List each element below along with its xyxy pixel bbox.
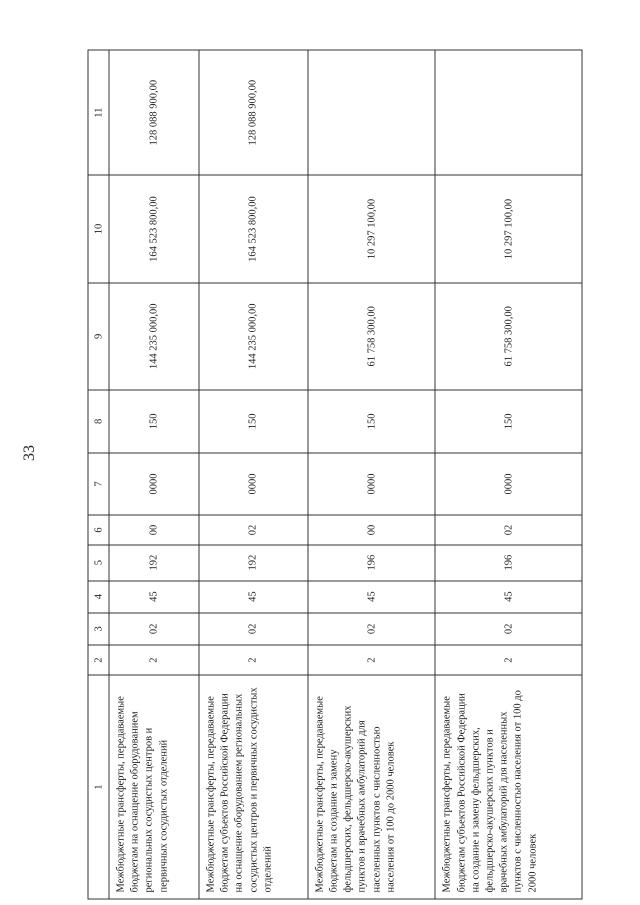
cell: 45: [109, 580, 199, 612]
cell: 00: [109, 515, 199, 545]
cell: 150: [109, 390, 199, 453]
amount-cell: 61 758 300,00: [435, 282, 582, 389]
cell: 45: [308, 580, 436, 612]
cell: 02: [199, 515, 308, 545]
col-header-2: 2: [88, 644, 109, 674]
cell: 0000: [435, 452, 582, 515]
cell: 196: [435, 544, 582, 580]
cell: 150: [435, 390, 582, 453]
rotated-table-container: [88, 49, 583, 899]
table-row: [199, 50, 308, 899]
page-number: 33: [21, 445, 38, 461]
cell: 150: [199, 390, 308, 453]
amount-cell: 144 235 000,00: [109, 282, 199, 389]
cell: 45: [435, 580, 582, 612]
col-header-10: 10: [88, 175, 109, 282]
cell: 02: [199, 612, 308, 644]
cell: 02: [109, 612, 199, 644]
cell: 02: [435, 515, 582, 545]
table-row: [308, 50, 436, 899]
cell: 0000: [199, 452, 308, 515]
cell: 150: [308, 390, 436, 453]
cell: 0000: [109, 452, 199, 515]
cell: 0000: [308, 452, 436, 515]
row-description: Межбюджетные трансферты, передаваемые бюджетам субъектов Российской Федерации на оснащение оборудованием региональных сосудистых центров и первичных сосудистых отделений: [199, 675, 308, 899]
col-header-5: 5: [88, 544, 109, 580]
cell: 02: [435, 612, 582, 644]
cell: 00: [308, 515, 436, 545]
cell: 196: [308, 544, 436, 580]
amount-cell: 164 523 800,00: [109, 175, 199, 282]
budget-table: [88, 49, 583, 899]
amount-cell: 10 297 100,00: [435, 175, 582, 282]
col-header-1: 1: [88, 675, 109, 899]
table-row: [109, 50, 199, 899]
cell: 2: [435, 644, 582, 674]
amount-cell: 128 088 900,00: [199, 50, 308, 175]
amount-cell: 10 297 100,00: [308, 175, 436, 282]
col-header-7: 7: [88, 452, 109, 515]
col-header-11: 11: [88, 50, 109, 175]
amount-cell: 128 088 900,00: [109, 50, 199, 175]
col-header-4: 4: [88, 580, 109, 612]
cell: 2: [109, 644, 199, 674]
amount-cell: 164 523 800,00: [199, 175, 308, 282]
amount-cell: [435, 50, 582, 175]
cell: 192: [109, 544, 199, 580]
header-row: [88, 50, 109, 899]
amount-cell: 144 235 000,00: [199, 282, 308, 389]
row-description: Межбюджетные трансферты, передаваемые бюджетам на создание и замену фельдшерских, фельдшерско-акушерских пунктов и врачебных амбулаторий для населенных пунктов с численностью населения от 100 до 2000 человек: [308, 675, 436, 899]
cell: 2: [308, 644, 436, 674]
cell: 2: [199, 644, 308, 674]
cell: 192: [199, 544, 308, 580]
amount-cell: 61 758 300,00: [308, 282, 436, 389]
col-header-8: 8: [88, 390, 109, 453]
cell: 02: [308, 612, 436, 644]
col-header-6: 6: [88, 515, 109, 545]
row-description: Межбюджетные трансферты, передаваемые бюджетам субъектов Российской Федерации на создание и замену фельдшерских, фельдшерско-акушерских пунктов и врачебных амбулаторий для населенных пунктов с численностью населения от 100 до 2000 человек: [435, 675, 582, 899]
col-header-3: 3: [88, 612, 109, 644]
cell: 45: [199, 580, 308, 612]
row-description: Межбюджетные трансферты, передаваемые бюджетам на оснащение оборудованием региональных сосудистых центров и первичных сосудистых отделений: [109, 675, 199, 899]
table-row: [435, 50, 582, 899]
amount-cell: [308, 50, 436, 175]
col-header-9: 9: [88, 282, 109, 389]
